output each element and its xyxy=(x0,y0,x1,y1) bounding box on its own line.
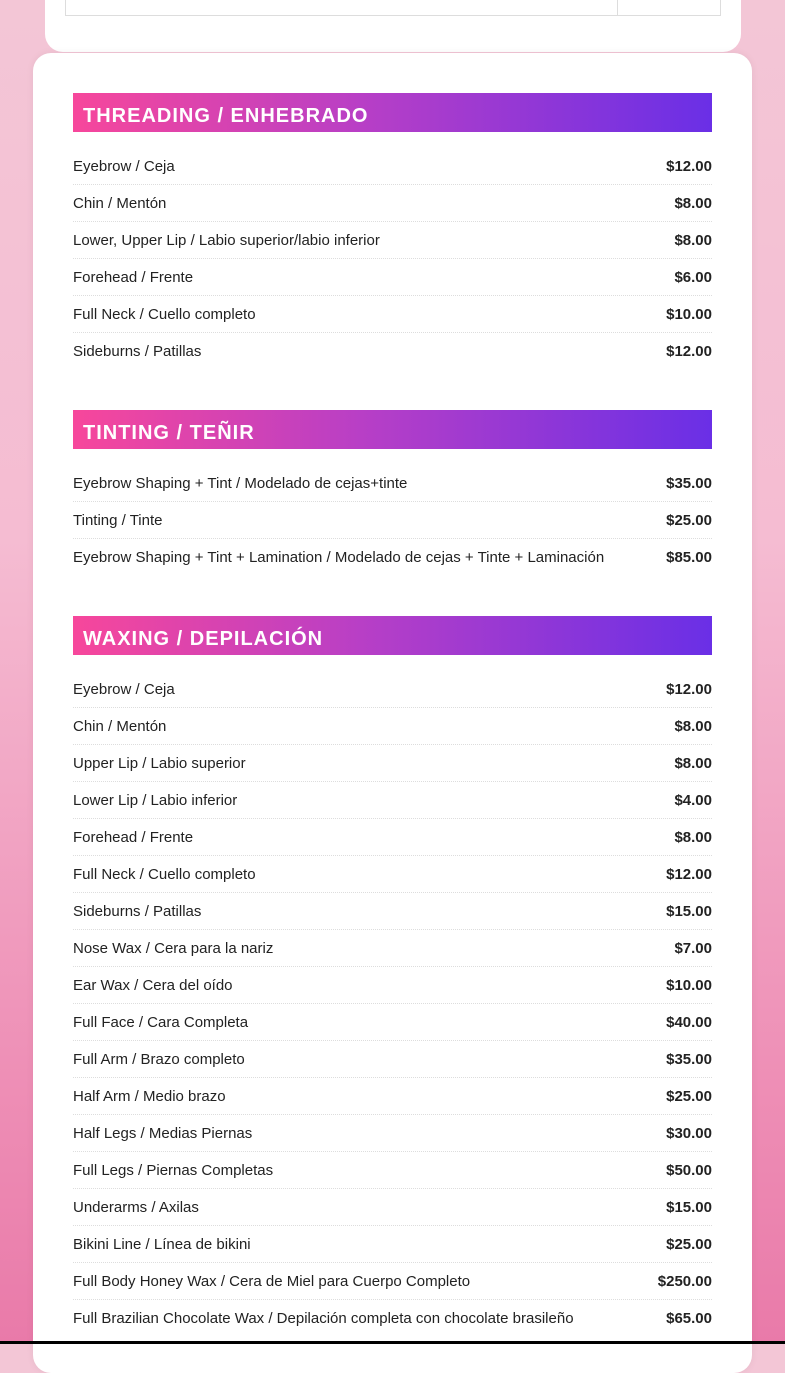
service-price: $12.00 xyxy=(666,157,712,175)
service-name: Underarms / Axilas xyxy=(73,1198,199,1216)
service-price: $250.00 xyxy=(657,1272,712,1290)
service-name: Half Legs / Medias Piernas xyxy=(73,1124,253,1142)
service-name: Upper Lip / Labio superior xyxy=(73,754,246,772)
price-row xyxy=(73,819,712,856)
service-section xyxy=(73,93,712,370)
service-name: Sideburns / Patillas xyxy=(73,343,202,360)
price-row xyxy=(73,1226,712,1263)
price-row xyxy=(73,745,712,782)
service-name: Forehead / Frente xyxy=(73,268,194,286)
price-row xyxy=(73,296,712,333)
service-price: $35.00 xyxy=(666,474,712,492)
section-title: WAXING / DEPILACIÓN xyxy=(73,616,712,655)
service-name: Full Legs / Piernas Completas xyxy=(73,1161,274,1179)
price-list xyxy=(73,465,712,576)
price-row xyxy=(73,465,712,502)
service-name: Full Neck / Cuello completo xyxy=(73,305,256,323)
service-name: Ear Wax / Cera del oído xyxy=(73,976,233,994)
service-name: Eyebrow / Ceja xyxy=(73,157,175,175)
service-name: Full Body Honey Wax / Cera de Miel para Cuerpo Completo xyxy=(73,1272,471,1290)
service-name: Full Arm / Brazo completo xyxy=(73,1050,245,1068)
price-row xyxy=(73,893,712,930)
price-row xyxy=(73,930,712,967)
price-list xyxy=(73,148,712,370)
service-name: Chin / Mentón xyxy=(73,194,167,212)
price-row xyxy=(73,502,712,539)
service-price: $8.00 xyxy=(674,717,712,735)
previous-card xyxy=(45,0,741,52)
service-name: Eyebrow / Ceja xyxy=(73,680,175,698)
price-row xyxy=(73,1004,712,1041)
price-list xyxy=(73,671,712,1337)
previous-table xyxy=(65,0,721,16)
service-price: $8.00 xyxy=(674,828,712,846)
price-row xyxy=(73,1189,712,1226)
service-name: Full Brazilian Chocolate Wax / Depilación completa con chocolate brasileño xyxy=(73,1310,574,1327)
service-price: $10.00 xyxy=(666,976,712,994)
service-price: $12.00 xyxy=(666,680,712,698)
service-name: Full Face / Cara Completa xyxy=(73,1013,249,1031)
price-row xyxy=(73,671,712,708)
service-name: Chin / Mentón xyxy=(73,717,167,735)
price-row xyxy=(73,539,712,576)
service-price: $7.00 xyxy=(674,939,712,957)
service-name: Lower Lip / Labio inferior xyxy=(73,791,238,809)
price-row xyxy=(73,259,712,296)
service-price: $4.00 xyxy=(674,791,712,809)
service-name: Tinting / Tinte xyxy=(73,511,163,529)
price-row xyxy=(73,1300,712,1337)
service-price: $15.00 xyxy=(666,1198,712,1216)
service-price: $35.00 xyxy=(666,1050,712,1068)
service-name: Half Arm / Medio brazo xyxy=(73,1087,226,1105)
price-row xyxy=(73,708,712,745)
price-row xyxy=(73,782,712,819)
service-name: Lower, Upper Lip / Labio superior/labio inferior xyxy=(73,231,380,249)
service-price: $12.00 xyxy=(666,865,712,883)
price-row xyxy=(73,185,712,222)
service-name: Full Neck / Cuello completo xyxy=(73,865,256,883)
price-row xyxy=(73,148,712,185)
service-price: $25.00 xyxy=(666,1087,712,1105)
service-name: Sideburns / Patillas xyxy=(73,902,202,920)
service-price: $8.00 xyxy=(674,231,712,249)
price-row xyxy=(73,1152,712,1189)
service-section xyxy=(73,616,712,1337)
price-row xyxy=(73,222,712,259)
service-name: Eyebrow Shaping + Tint + Lamination / Modelado de cejas + Tinte + Laminación xyxy=(73,549,605,566)
price-row xyxy=(73,333,712,370)
service-name: Forehead / Frente xyxy=(73,828,194,846)
service-price: $65.00 xyxy=(666,1310,712,1327)
service-price: $85.00 xyxy=(666,549,712,566)
service-price: $8.00 xyxy=(674,194,712,212)
service-price: $6.00 xyxy=(674,268,712,286)
service-price: $8.00 xyxy=(674,754,712,772)
service-price: $50.00 xyxy=(666,1161,712,1179)
service-name: Bikini Line / Línea de bikini xyxy=(73,1235,251,1253)
section-title: THREADING / ENHEBRADO xyxy=(73,93,712,132)
price-row xyxy=(73,1041,712,1078)
price-row xyxy=(73,1115,712,1152)
service-section xyxy=(73,410,712,576)
price-row xyxy=(73,856,712,893)
table-cell xyxy=(617,0,720,15)
service-price: $25.00 xyxy=(666,1235,712,1253)
price-row xyxy=(73,1263,712,1300)
price-row xyxy=(73,967,712,1004)
service-name: Eyebrow Shaping + Tint / Modelado de cejas+tinte xyxy=(73,474,408,492)
service-name: Nose Wax / Cera para la nariz xyxy=(73,939,274,957)
service-price: $25.00 xyxy=(666,511,712,529)
service-price: $15.00 xyxy=(666,902,712,920)
service-price: $30.00 xyxy=(666,1124,712,1142)
price-row xyxy=(73,1078,712,1115)
service-price: $40.00 xyxy=(666,1013,712,1031)
service-price: $12.00 xyxy=(666,343,712,360)
services-price-card xyxy=(33,53,752,1373)
service-price: $10.00 xyxy=(666,305,712,323)
section-title: TINTING / TEÑIR xyxy=(73,410,712,449)
